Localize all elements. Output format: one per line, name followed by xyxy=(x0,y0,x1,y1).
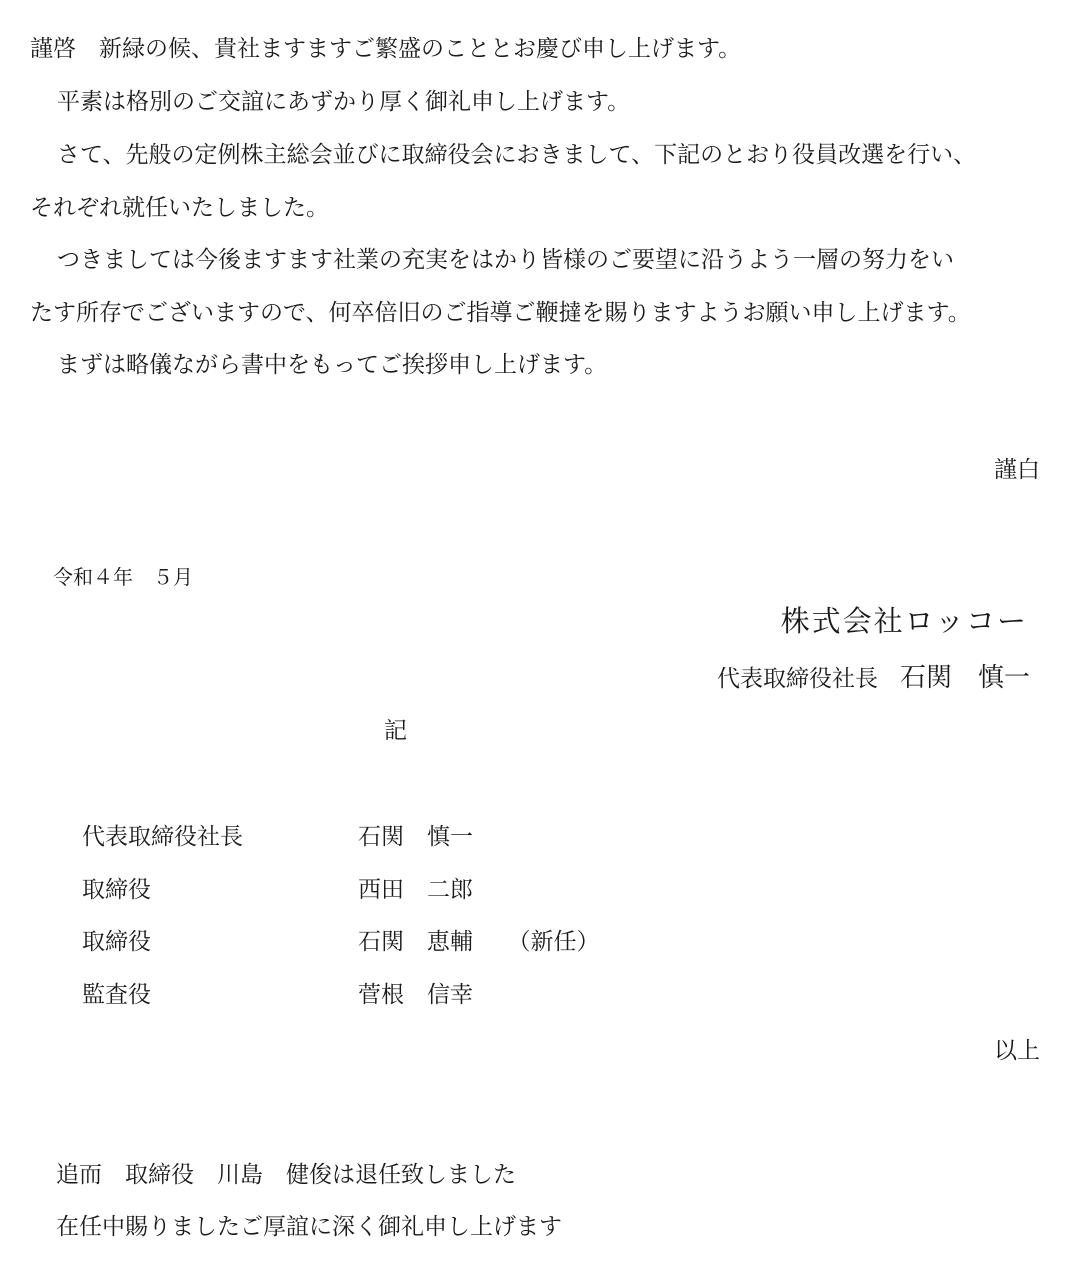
signer-title: 代表取締役社長 xyxy=(716,666,878,692)
officer-name: 石関 慎一 xyxy=(358,824,473,850)
opening-line: 謹啓 新緑の候、貴社ますますご繁盛のこととお慶び申し上げます。 xyxy=(30,36,742,62)
officer-role: 取締役 xyxy=(82,877,151,903)
officer-row xyxy=(0,980,1080,1010)
paragraph-1: 平素は格別のご交誼にあずかり厚く御礼申し上げます。 xyxy=(57,89,631,115)
officer-row xyxy=(0,927,1080,957)
paragraph-2-line-2: それぞれ就任いたしました。 xyxy=(30,195,329,221)
postscript-line-1: 追而 取締役 川島 健俊は退任致しました xyxy=(56,1162,516,1188)
officer-name: 石関 恵輔 （新任） xyxy=(358,929,600,955)
officer-name: 菅根 信幸 xyxy=(358,982,473,1008)
paragraph-3-line-1: つきましては今後ますます社業の充実をはかり皆様のご要望に沿うよう一層の努力をい xyxy=(57,247,954,273)
officer-row xyxy=(0,875,1080,905)
signer-block xyxy=(717,663,1030,694)
postscript-line-2: 在任中賜りましたご厚誼に深く御礼申し上げます xyxy=(56,1214,562,1240)
paragraph-4: まずは略儀ながら書中をもってご挨拶申し上げます。 xyxy=(57,352,608,378)
ki-heading: 記 xyxy=(384,718,407,744)
company-name: 株式会社ロッコー xyxy=(780,604,1028,638)
officer-role: 監査役 xyxy=(82,982,151,1008)
paragraph-2-line-1: さて、先般の定例株主総会並びに取締役会におきまして、下記のとおり役員改選を行い、 xyxy=(57,142,977,168)
officer-role: 代表取締役社長 xyxy=(82,824,243,850)
officer-row xyxy=(0,822,1080,852)
closing-kinpaku: 謹白 xyxy=(994,457,1040,483)
paragraph-3-line-2: たす所存でございますので、何卒倍旧のご指導ご鞭撻を賜りますようお願い申し上げます。 xyxy=(30,300,971,326)
officer-role: 取締役 xyxy=(82,929,151,955)
ijo-closing: 以上 xyxy=(994,1038,1040,1064)
signer-name: 石関 慎一 xyxy=(899,663,1030,693)
officer-name: 西田 二郎 xyxy=(358,877,473,903)
date: 令和４年 ５月 xyxy=(53,565,193,589)
